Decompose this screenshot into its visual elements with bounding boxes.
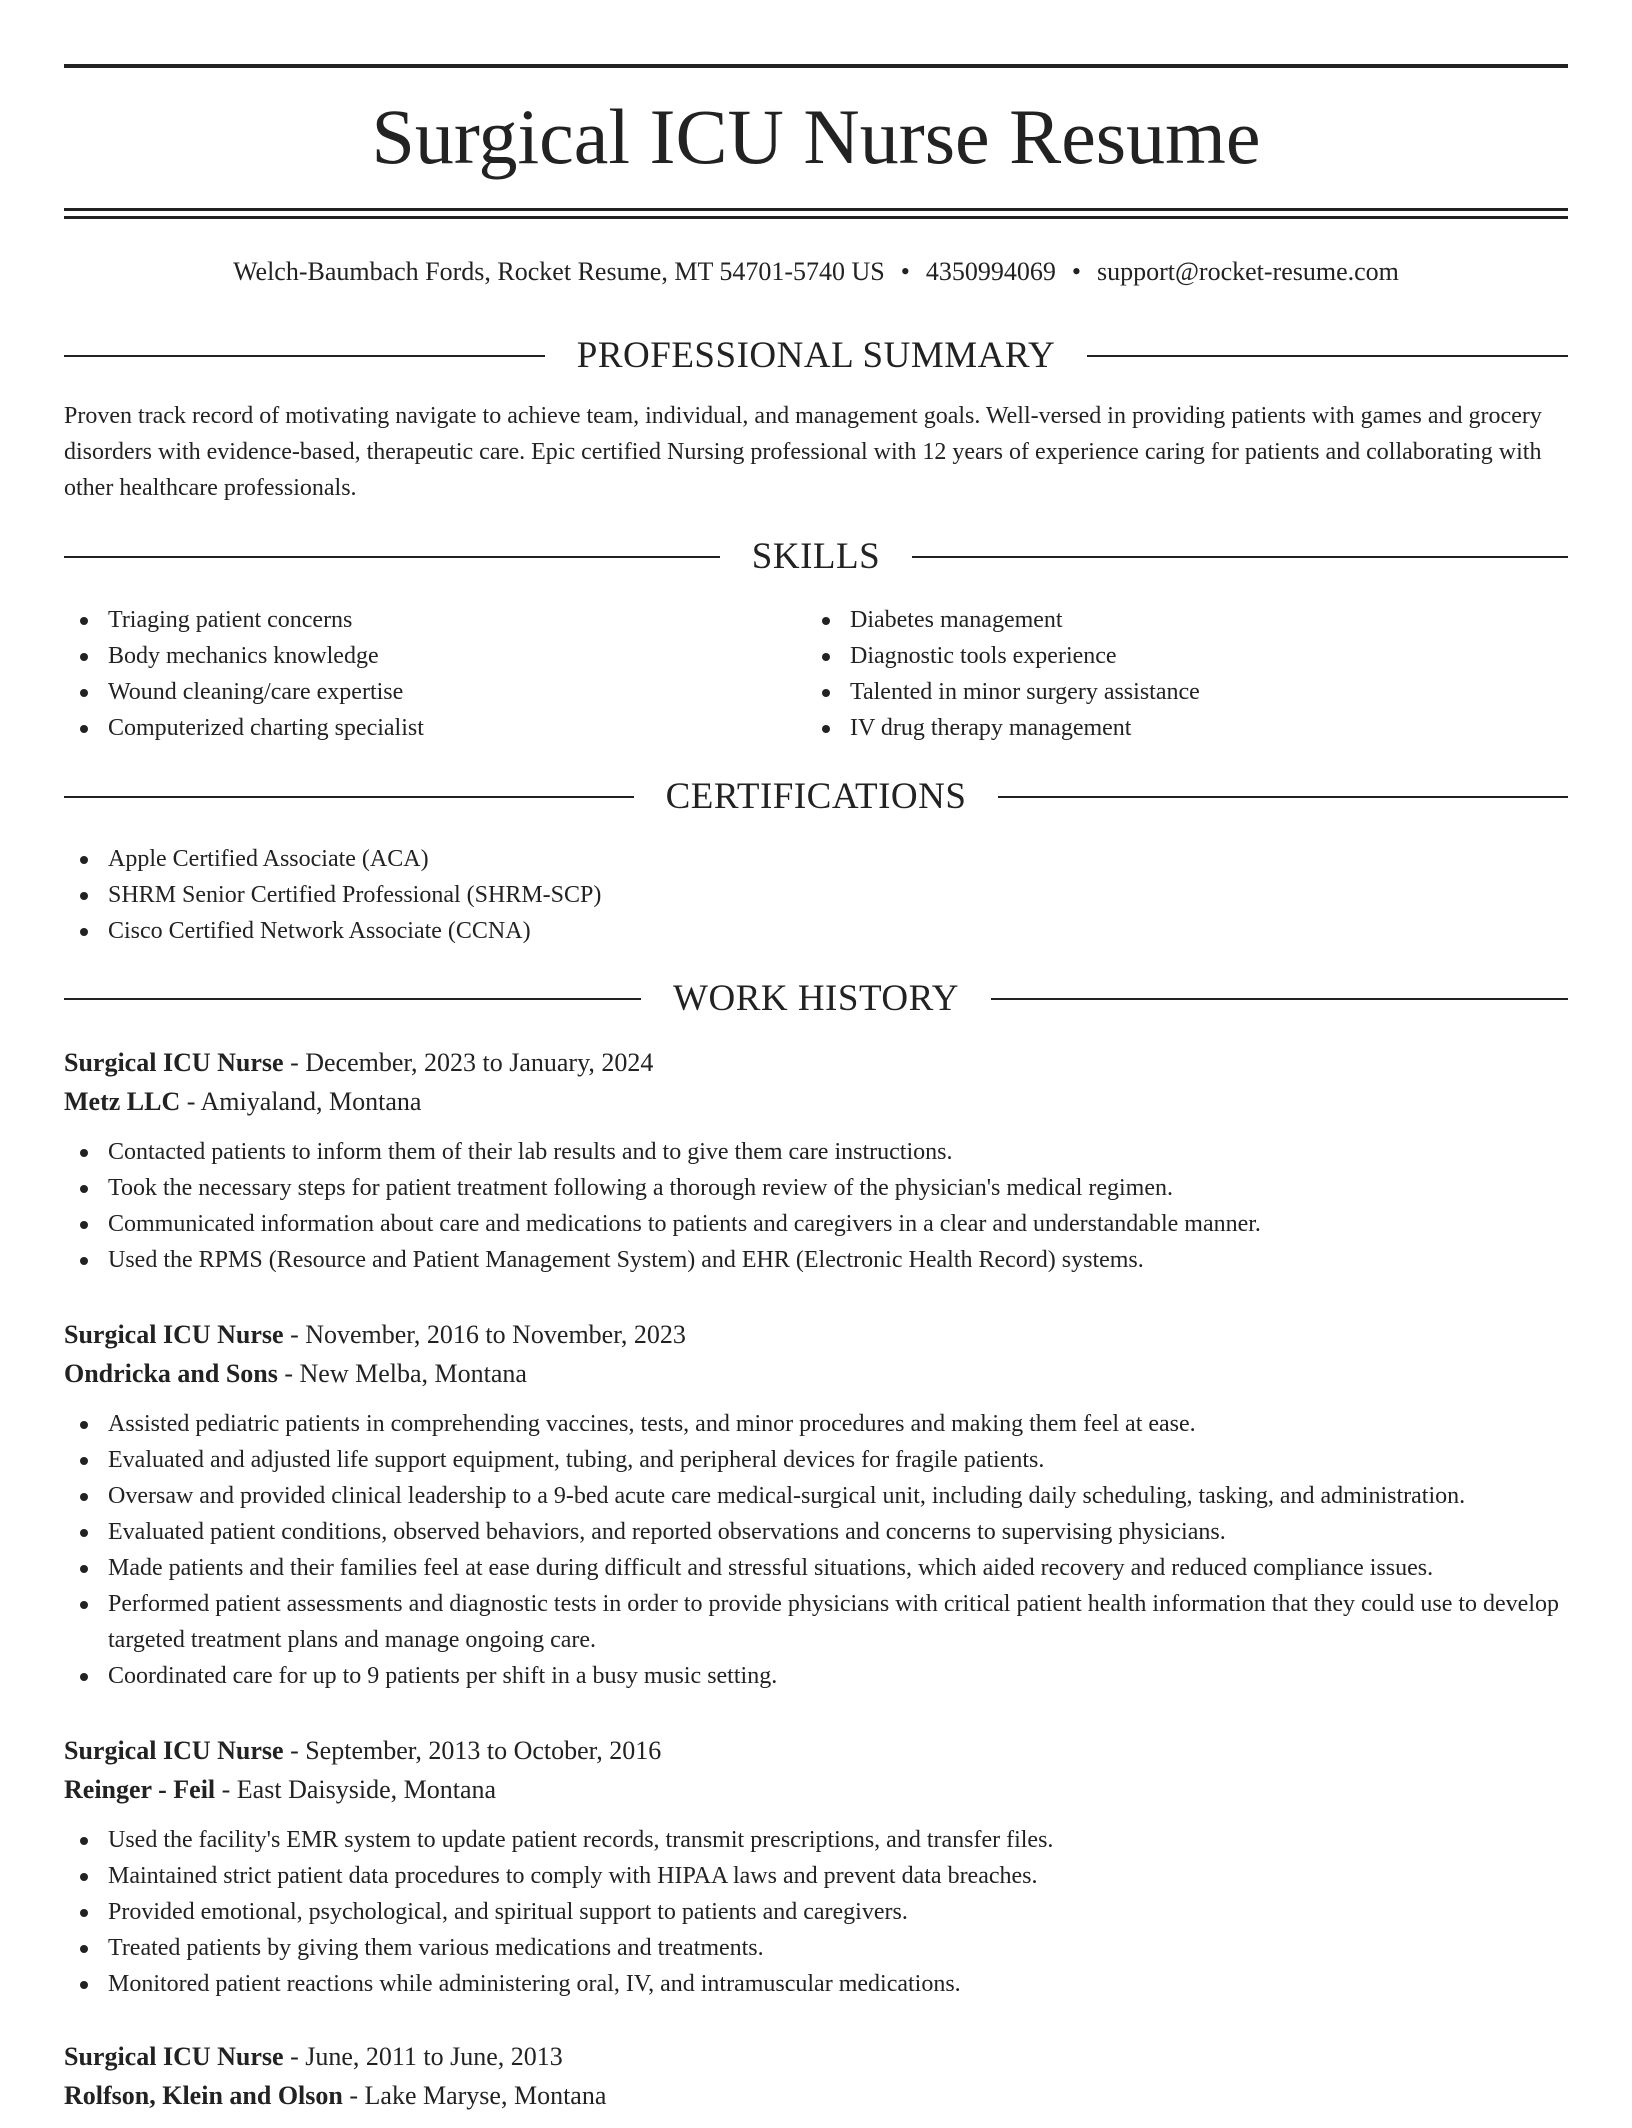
skill-item: Diagnostic tools experience [806,638,1526,674]
job-company: Ondricka and Sons [64,1359,278,1388]
skills-list-right [806,602,1526,746]
heading-rule [64,998,641,1000]
section-title-summary: PROFESSIONAL SUMMARY [576,335,1056,376]
job-role-line [64,1044,1568,1082]
heading-rule [998,796,1568,798]
certifications-list [64,841,1568,949]
skill-item: Triaging patient concerns [64,602,784,638]
section-title-certifications: CERTIFICATIONS [665,776,967,817]
job-role-line [64,1732,1568,1770]
job-role-line [64,1316,1568,1354]
contact-separator: • [900,257,910,286]
certification-item: Apple Certified Associate (ACA) [64,841,1568,877]
job-duties [64,1134,1568,1278]
heading-rule [991,998,1568,1000]
job-duty: Maintained strict patient data procedures to comply with HIPAA laws and prevent data breaches. [64,1858,1568,1894]
job-duty: Contacted patients to inform them of their lab results and to give them care instructions. [64,1134,1568,1170]
job-title: Surgical ICU Nurse [64,1048,284,1077]
heading-rule [64,796,634,798]
skill-item: IV drug therapy management [806,710,1526,746]
heading-rule [912,556,1568,558]
job-location: - Lake Maryse, Montana [342,2081,607,2110]
job-duty: Made patients and their families feel at ease during difficult and stressful situations, which aided recovery and reduced compliance issues. [64,1550,1568,1586]
certification-item: Cisco Certified Network Associate (CCNA) [64,913,1568,949]
contact-phone: 4350994069 [925,257,1056,286]
job-duty: Evaluated patient conditions, observed behaviors, and reported observations and concerns to supervising physicians. [64,1514,1568,1550]
job-duty: Coordinated care for up to 9 patients per shift in a busy music setting. [64,1658,1568,1694]
job-duty: Treated patients by giving them various medications and treatments. [64,1930,1568,1966]
heading-rule [64,355,545,357]
section-title-skills: SKILLS [751,536,881,577]
contact-address: Welch-Baumbach Fords, Rocket Resume, MT 54701-5740 US [233,257,885,286]
job-dates: - June, 2011 to June, 2013 [283,2042,563,2071]
resume-title: Surgical ICU Nurse Resume [371,93,1261,180]
heading-rule [64,556,720,558]
job-company-line [64,2076,1568,2116]
job-location: - New Melba, Montana [277,1359,527,1388]
section-heading-certifications [64,775,1568,819]
job-location: - East Daisyside, Montana [215,1775,497,1804]
heading-rule [1087,355,1568,357]
job-duties [64,1406,1568,1694]
job-company-line [64,1082,1568,1122]
job-entry [64,1732,1568,2002]
job-company: Reinger - Feil [64,1775,216,1804]
job-location: - Amiyaland, Montana [180,1087,422,1116]
skill-item: Wound cleaning/care expertise [64,674,784,710]
job-duties [64,1822,1568,2002]
job-entry [64,1044,1568,1278]
section-heading-summary [64,334,1568,378]
job-duty: Used the facility's EMR system to update patient records, transmit prescriptions, and transfer files. [64,1822,1568,1858]
skill-item: Diabetes management [806,602,1526,638]
job-duty: Provided emotional, psychological, and spiritual support to patients and caregivers. [64,1894,1568,1930]
job-title: Surgical ICU Nurse [64,2042,284,2071]
job-duty: Monitored patient reactions while administering oral, IV, and intramuscular medications. [64,1966,1568,2002]
job-duty: Assisted pediatric patients in comprehending vaccines, tests, and minor procedures and making them feel at ease. [64,1406,1568,1442]
job-company: Rolfson, Klein and Olson [64,2081,343,2110]
job-duty: Oversaw and provided clinical leadership to a 9-bed acute care medical-surgical unit, including daily scheduling, tasking, and administration. [64,1478,1568,1514]
job-duty: Communicated information about care and medications to patients and caregivers in a clear and understandable manner. [64,1206,1568,1242]
section-title-work-history: WORK HISTORY [673,978,959,1019]
job-duty: Performed patient assessments and diagnostic tests in order to provide physicians with critical patient health information that they could use to develop targeted treatment plans and manage ongoing care. [64,1586,1568,1658]
summary-text: Proven track record of motivating navigate to achieve team, individual, and management goals. Well-versed in providing patients with games and grocery disorders with evidence-based, therapeutic care. Epic certified Nursing professional with 12 years of experience caring for patients and collaborating with other healthcare professionals. [64,403,1542,501]
contact-line [64,254,1568,290]
skills-list-left [64,602,784,746]
job-title: Surgical ICU Nurse [64,1736,284,1765]
job-duty: Took the necessary steps for patient treatment following a thorough review of the physician's medical regimen. [64,1170,1568,1206]
job-company: Metz LLC [64,1087,181,1116]
job-dates: - December, 2023 to January, 2024 [283,1048,654,1077]
section-heading-skills [64,535,1568,579]
job-dates: - September, 2013 to October, 2016 [283,1736,662,1765]
job-duty: Evaluated and adjusted life support equipment, tubing, and peripheral devices for fragile patients. [64,1442,1568,1478]
job-company-line [64,1770,1568,1810]
job-dates: - November, 2016 to November, 2023 [283,1320,686,1349]
top-rule [64,64,1568,68]
title-double-rule [64,208,1568,219]
job-role-line [64,2038,1568,2076]
contact-separator: • [1071,257,1081,286]
section-heading-work-history [64,977,1568,1021]
skill-item: Talented in minor surgery assistance [806,674,1526,710]
contact-email: support@rocket-resume.com [1096,257,1399,286]
job-company-line [64,1354,1568,1394]
job-entry [64,2038,1568,2128]
skill-item: Computerized charting specialist [64,710,784,746]
skill-item: Body mechanics knowledge [64,638,784,674]
job-entry [64,1316,1568,1694]
job-title: Surgical ICU Nurse [64,1320,284,1349]
job-duty: Used the RPMS (Resource and Patient Management System) and EHR (Electronic Health Record) systems. [64,1242,1568,1278]
certification-item: SHRM Senior Certified Professional (SHRM-SCP) [64,877,1568,913]
